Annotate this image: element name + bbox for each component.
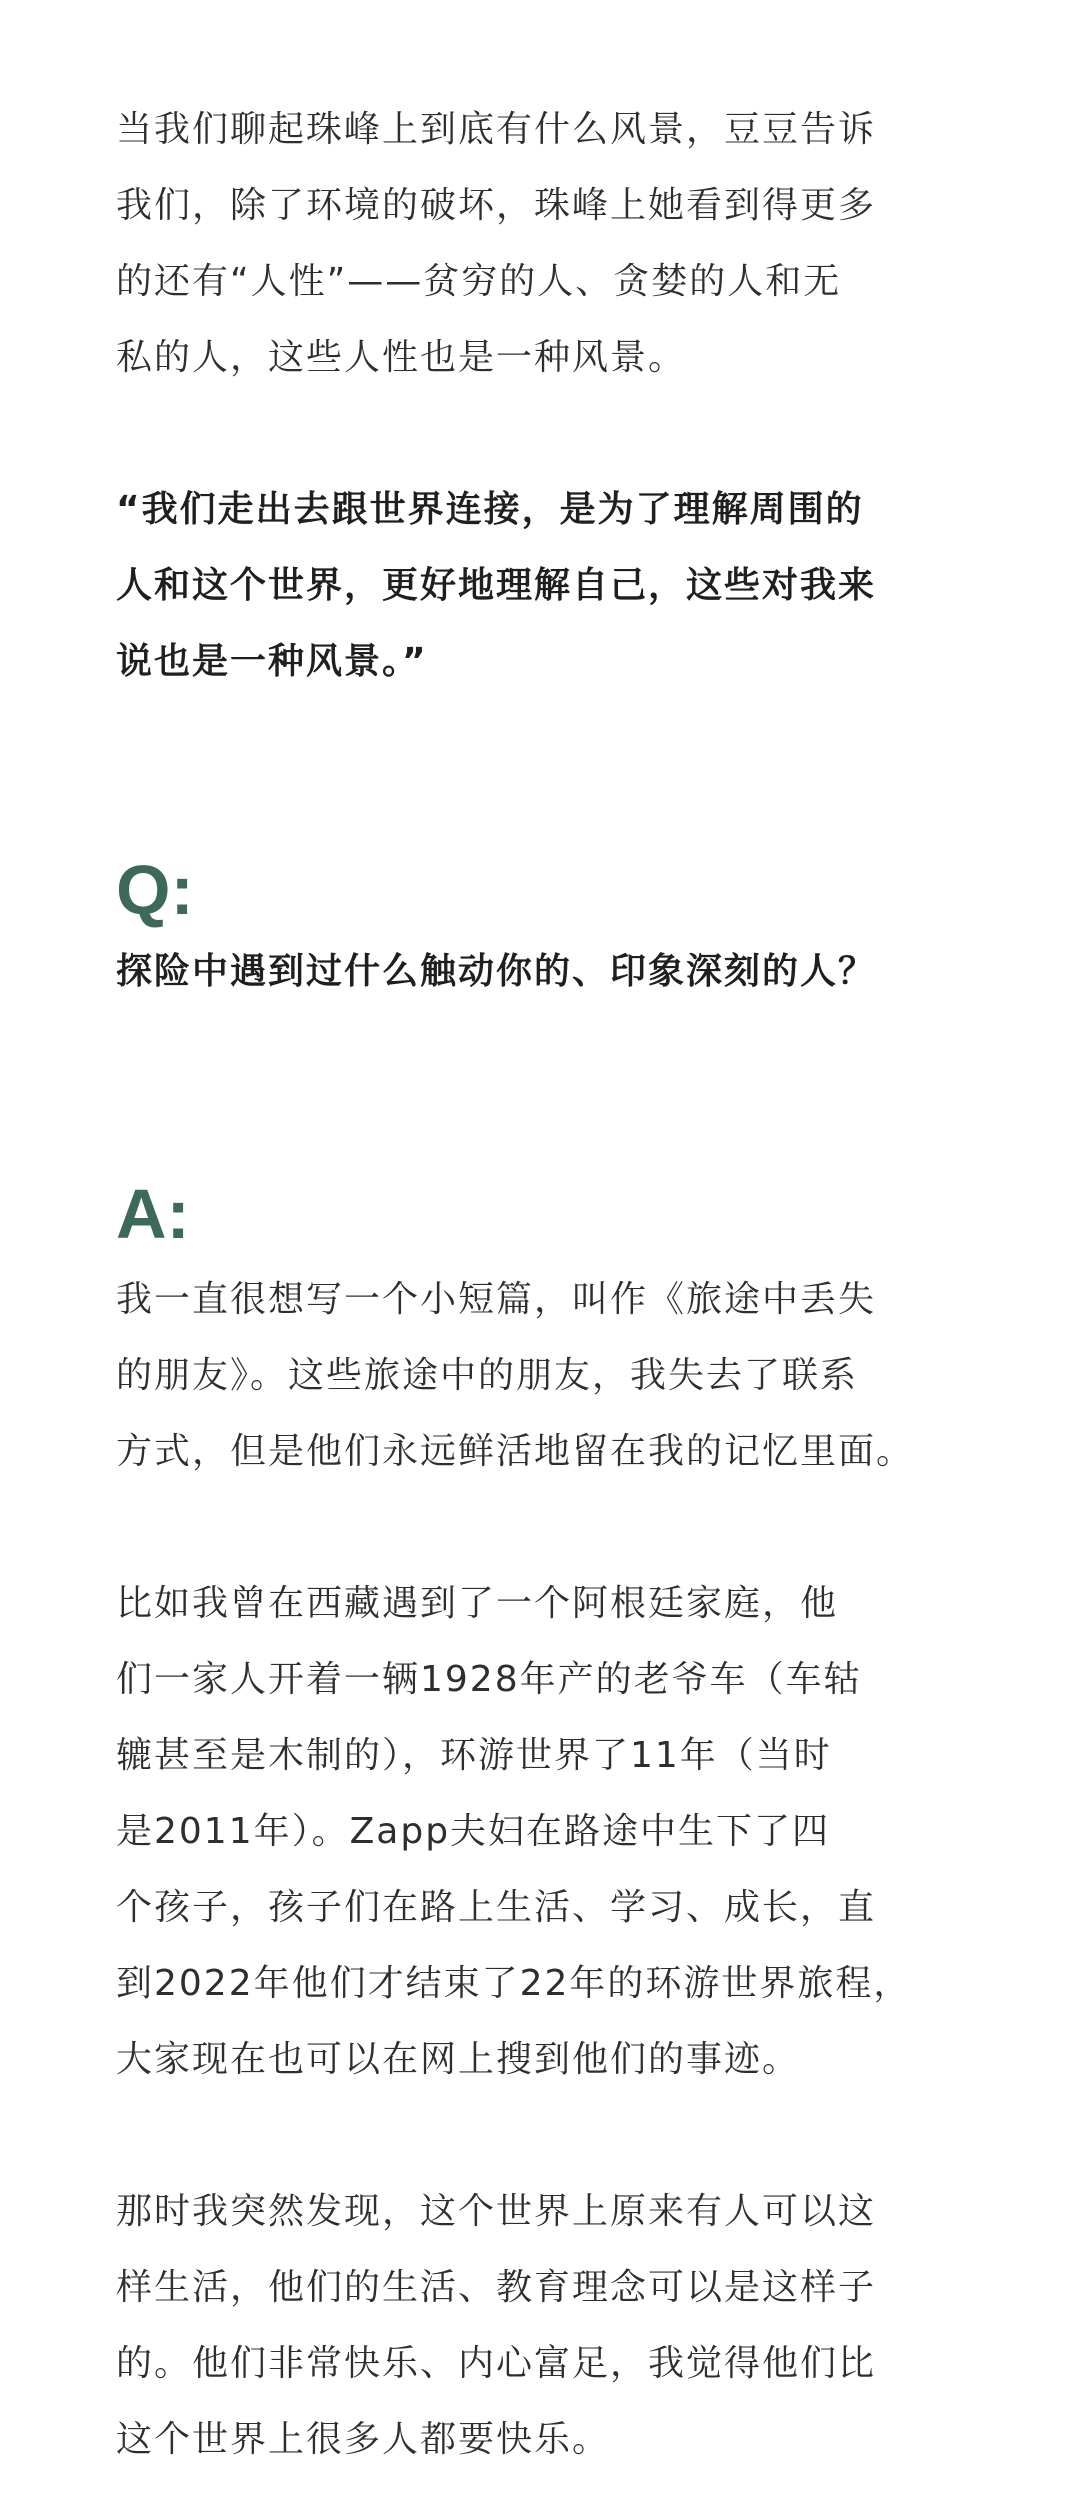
answer-line: 到2022年他们才结束了22年的环游世界旅程，: [116, 1963, 912, 2004]
quote-line: 人和这个世界，更好地理解自己，这些对我来: [116, 565, 877, 606]
answer-line: 个孩子，孩子们在路上生活、学习、成长，直: [116, 1887, 877, 1928]
answer-line: 我一直很想写一个小短篇，叫作《旅途中丢失: [116, 1279, 877, 1320]
answer-line: 方式，但是他们永远鲜活地留在我的记忆里面。: [116, 1431, 915, 1472]
answer-line: 的。他们非常快乐、内心富足，我觉得他们比: [116, 2343, 877, 2384]
answer-paragraph: [116, 2174, 996, 2478]
answer-line: 样生活，他们的生活、教育理念可以是这样子: [116, 2267, 877, 2308]
answer-line: 这个世界上很多人都要快乐。: [116, 2419, 611, 2460]
answer-paragraph: [116, 1262, 996, 1490]
answer-line: 辘甚至是木制的），环游世界了11年（当时: [116, 1735, 832, 1776]
intro-paragraph: [116, 92, 996, 396]
answer-line: 们一家人开着一辆1928年产的老爷车（车轱: [116, 1659, 862, 1700]
question-text: 探险中遇到过什么触动你的、印象深刻的人？: [116, 951, 877, 992]
article-body: [116, 92, 996, 2478]
answer-line: 大家现在也可以在网上搜到他们的事迹。: [116, 2039, 801, 2080]
quote-line: “我们走出去跟世界连接，是为了理解周围的: [116, 489, 864, 530]
quote-line: 说也是一种风景。”: [116, 641, 428, 682]
intro-line: 的还有“人性”——贫穷的人、贪婪的人和无: [116, 261, 842, 302]
intro-line: 私的人，这些人性也是一种风景。: [116, 337, 687, 378]
intro-line: 我们，除了环境的破坏，珠峰上她看到得更多: [116, 185, 877, 226]
intro-line: 当我们聊起珠峰上到底有什么风景，豆豆告诉: [116, 109, 877, 150]
answer-line: 比如我曾在西藏遇到了一个阿根廷家庭，他: [116, 1583, 839, 1624]
answer-paragraph: [116, 1566, 996, 2098]
answer-line: 是2011年）。Zapp夫妇在路途中生下了四: [116, 1811, 831, 1852]
answer-label: A:: [116, 1175, 190, 1253]
question-label: Q:: [116, 851, 194, 929]
answer-line: 那时我突然发现，这个世界上原来有人可以这: [116, 2191, 877, 2232]
pull-quote: [116, 472, 996, 700]
answer-line: 的朋友》。这些旅途中的朋友，我失去了联系: [116, 1355, 859, 1396]
